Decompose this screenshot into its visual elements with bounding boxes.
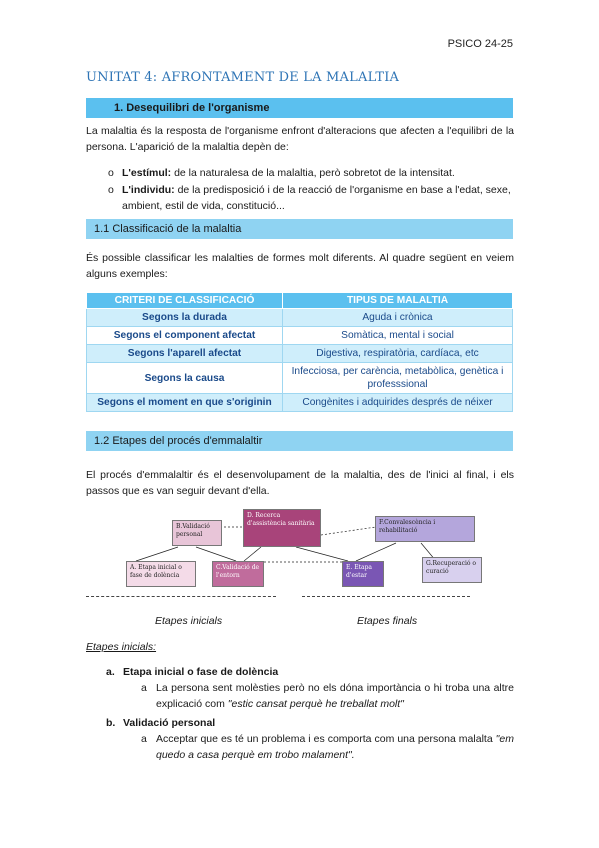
- list-item: [108, 182, 514, 214]
- table-cell: Somàtica, mental i social: [283, 327, 513, 345]
- course-header: PSICO 24-25: [447, 38, 513, 50]
- section-heading-etapes: 1.2 Etapes del procés d'emmalaltir: [86, 431, 513, 451]
- section-heading-desequilibri: 1. Desequilibri de l'organisme: [86, 98, 513, 118]
- step-quote: "em quedo a casa perquè em trobo malament".: [156, 733, 514, 761]
- stage-label-final: Etapes finals: [357, 615, 418, 627]
- process-paragraph: El procés d'emmalaltir és el desenvolupament de la malaltia, des de l'inici al final, i els passos que es van seguir devant d'ella.: [86, 469, 514, 497]
- stage-box-d: D. Recerca d'assistència sanitària: [243, 509, 321, 547]
- stage-box-f: F.Convalescència i rehabilitació: [375, 516, 475, 542]
- stage-box-g: G.Recuperació o curació: [422, 557, 482, 583]
- step-title: Validació personal: [123, 717, 216, 729]
- table-cell: Segons la causa: [87, 363, 283, 394]
- step-title: Etapa inicial o fase de dolència: [123, 666, 279, 678]
- table-row: [87, 394, 513, 412]
- table-header: CRITERI DE CLASSIFICACIÓ: [87, 293, 283, 309]
- step-quote: "estic cansat perquè he treballat molt": [227, 698, 404, 710]
- stage-label-initial: Etapes inicials: [155, 615, 223, 627]
- term: L'estímul:: [122, 167, 172, 179]
- table-cell: Aguda i crònica: [283, 309, 513, 327]
- step-detail: [123, 731, 514, 763]
- bullet-marker: o: [108, 167, 114, 179]
- classification-paragraph: És possible classificar les malalties de formes molt diferents. Al quadre següent en veiem alguns exemples:: [86, 252, 514, 280]
- stage-box-c: C.Validació de l'entorn: [212, 561, 264, 587]
- table-row: [87, 327, 513, 345]
- step-detail: [123, 680, 514, 712]
- step-marker: a.: [106, 666, 115, 678]
- term-description: de la predisposició i de la reacció de l'organisme en base a l'edat, sexe, ambient, estil de vida, constitució...: [122, 184, 511, 212]
- step-heading: [106, 664, 514, 680]
- term: L'individu:: [122, 184, 175, 196]
- table-cell: Segons el moment en que s'originin: [87, 394, 283, 412]
- table-row: [87, 345, 513, 363]
- classification-table: [86, 292, 513, 412]
- list-item: [108, 165, 514, 181]
- initial-stages-label: Etapes inicials:: [86, 641, 157, 653]
- step-heading: [106, 715, 514, 731]
- stage-box-a: A. Etapa inicial o fase de dolència: [126, 561, 196, 587]
- table-cell: Digestiva, respiratòria, cardíaca, etc: [283, 345, 513, 363]
- stage-box-e: E. Etapa d'estar: [342, 561, 384, 587]
- table-cell: Segons la durada: [87, 309, 283, 327]
- table-row: [87, 363, 513, 394]
- divider-initial: [86, 596, 276, 597]
- stage-box-b: B.Validació personal: [172, 520, 222, 546]
- intro-paragraph: La malaltia és la resposta de l'organisme enfront d'alteracions que afecten a l'equilibri de la persona. L'aparició de la malaltia depèn de:: [86, 125, 514, 153]
- sub-marker: a: [141, 733, 147, 745]
- step-text: Acceptar que es té un problema i es comporta com una persona malalta: [156, 733, 496, 745]
- sub-marker: a: [141, 682, 147, 694]
- factor-list: [108, 165, 514, 215]
- table-cell: Segons l'aparell afectat: [87, 345, 283, 363]
- table-cell: Segons el component afectat: [87, 327, 283, 345]
- process-diagram: [86, 505, 516, 605]
- bullet-marker: o: [108, 184, 114, 196]
- table-cell: Infecciosa, per carència, metabòlica, genètica i professsional: [283, 363, 513, 394]
- term-description: de la naturalesa de la malaltia, però sobretot de la intensitat.: [171, 167, 455, 179]
- step-a: [106, 664, 514, 712]
- table-row: [87, 309, 513, 327]
- unit-title: UNITAT 4: AFRONTAMENT DE LA MALALTIA: [86, 70, 400, 85]
- divider-final: [302, 596, 470, 597]
- step-text: La persona sent molèsties però no els dóna importància o hi troba una altre explicació com: [156, 682, 514, 710]
- step-marker: b.: [106, 717, 116, 729]
- section-heading-classificacio: 1.1 Classificació de la malaltia: [86, 219, 513, 239]
- table-cell: Congènites i adquirides després de néixer: [283, 394, 513, 412]
- step-b: [106, 715, 514, 763]
- table-header: TIPUS DE MALALTIA: [283, 293, 513, 309]
